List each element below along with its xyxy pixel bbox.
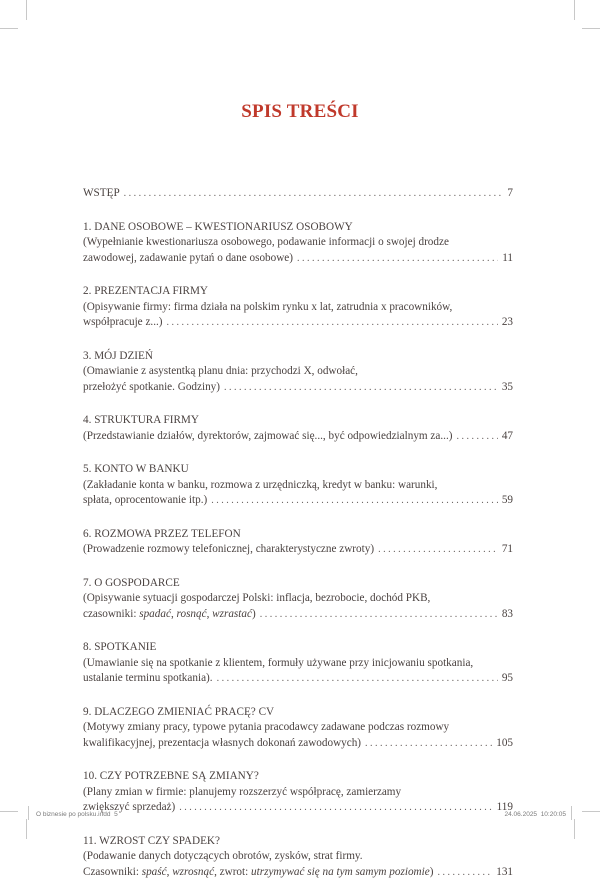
dot-leader: [217, 671, 498, 687]
dot-leader: [437, 865, 492, 880]
toc-entry[interactable]: [83, 834, 513, 880]
toc-page-number: 23: [498, 315, 513, 331]
chapter-description: ustalanie terminu spotkania).: [83, 671, 217, 687]
crop-mark-top-right-v: [574, 0, 575, 20]
slug-divider-left: [28, 806, 29, 820]
dot-leader: [456, 429, 497, 445]
toc-entry-label: WSTĘP: [83, 186, 124, 202]
chapter-description: zawodowej, zadawanie pytań o dane osobowe): [83, 251, 297, 267]
dot-leader: [167, 315, 498, 331]
table-of-contents: [83, 186, 513, 880]
dot-leader: [378, 542, 498, 558]
chapter-description: (Podawanie danych dotyczących obrotów, zysków, strat firmy.: [83, 849, 367, 865]
chapter-description: spłata, oprocentowanie itp.): [83, 493, 211, 509]
toc-page-number: 71: [498, 542, 513, 558]
toc-entry[interactable]: [83, 284, 513, 331]
slug-right: [505, 811, 566, 818]
dot-leader: [124, 186, 504, 202]
chapter-heading: 3. MÓJ DZIEŃ: [83, 349, 157, 365]
toc-entry[interactable]: [83, 413, 513, 444]
slug-left: [36, 811, 118, 818]
chapter-description: (Opisywanie sytuacji gospodarczej Polski: inflacja, bezrobocie, dochód PKB,: [83, 591, 434, 607]
chapter-heading: 2. PREZENTACJA FIRMY: [83, 284, 212, 300]
toc-entry[interactable]: [83, 705, 513, 752]
slug-date: 24.06.2025: [505, 811, 538, 818]
dot-leader: [297, 251, 498, 267]
chapter-description: (Motywy zmiany pracy, typowe pytania pracodawcy zadawane podczas rozmowy: [83, 720, 453, 736]
chapter-description: (Omawianie z asystentką planu dnia: przychodzi X, odwołać,: [83, 364, 362, 380]
dot-leader: [365, 736, 492, 752]
chapter-heading: 4. STRUKTURA FIRMY: [83, 413, 203, 429]
chapter-description: przełożyć spotkanie. Godziny): [83, 380, 224, 396]
dot-leader: [224, 380, 498, 396]
toc-page-number: 11: [498, 251, 513, 267]
crop-mark-bottom-left-v: [26, 819, 27, 839]
chapter-heading: 10. CZY POTRZEBNE SĄ ZMIANY?: [83, 769, 263, 785]
toc-page-number: 119: [493, 800, 513, 816]
toc-entry[interactable]: [83, 462, 513, 509]
dot-leader: [179, 800, 492, 816]
toc-page-number: 95: [498, 671, 513, 687]
crop-mark-top-right-h: [582, 28, 600, 29]
toc-entry[interactable]: [83, 576, 513, 623]
crop-mark-bottom-left-h: [0, 811, 18, 812]
chapter-description: (Opisywanie firmy: firma działa na polskim rynku x lat, zatrudnia x pracowników,: [83, 300, 456, 316]
chapter-description: (Przedstawianie działów, dyrektorów, zajmować się..., być odpowiedzialnym za...): [83, 429, 456, 445]
toc-page-number: 7: [503, 186, 513, 202]
toc-page-number: 47: [498, 429, 513, 445]
chapter-description: (Wypełnianie kwestionariusza osobowego, podawanie informacji o swojej drodze: [83, 235, 453, 251]
toc-page-number: 105: [492, 736, 513, 752]
chapter-heading: 7. O GOSPODARCE: [83, 576, 184, 592]
chapter-description: (Prowadzenie rozmowy telefonicznej, charakterystyczne zwroty): [83, 542, 378, 558]
chapter-description: (Plany zmian w firmie: planujemy rozszerzyć współpracę, zamierzamy: [83, 785, 405, 801]
chapter-description: (Umawianie się na spotkanie z klientem, formuły używane przy inicjowaniu spotkania,: [83, 656, 477, 672]
toc-entry[interactable]: [83, 349, 513, 396]
slug-filename: O biznesie po polsku.indd: [36, 811, 110, 818]
chapter-description: Czasowniki: spaść, wzrosnąć, zwrot: utrzymywać się na tym samym poziomie): [83, 865, 437, 880]
chapter-heading: 8. SPOTKANIE: [83, 640, 160, 656]
toc-entry[interactable]: [83, 220, 513, 267]
chapter-heading: 9. DLACZEGO ZMIENIAĆ PRACĘ? CV: [83, 705, 278, 721]
chapter-description: współpracuje z...): [83, 315, 167, 331]
toc-page-number: 83: [498, 607, 513, 623]
chapter-heading: 1. DANE OSOBOWE – KWESTIONARIUSZ OSOBOWY: [83, 220, 357, 236]
toc-entry-intro[interactable]: [83, 186, 513, 202]
toc-entry[interactable]: [83, 640, 513, 687]
crop-mark-bottom-right-h: [582, 811, 600, 812]
slug-divider-right: [571, 806, 572, 820]
toc-entry[interactable]: [83, 769, 513, 816]
page-title: SPIS TREŚCI: [0, 101, 600, 123]
chapter-heading: 6. ROZMOWA PRZEZ TELEFON: [83, 527, 245, 543]
slug-page-number: 5: [114, 811, 118, 818]
crop-mark-bottom-right-v: [574, 819, 575, 839]
dot-leader: [260, 607, 498, 623]
chapter-description: (Zakładanie konta w banku, rozmowa z urzędniczką, kredyt w banku: warunki,: [83, 478, 441, 494]
toc-entry[interactable]: [83, 527, 513, 558]
slug-time: 10:20:05: [541, 811, 566, 818]
toc-page-number: 35: [498, 380, 513, 396]
chapter-description: kwalifikacyjnej, prezentacja własnych dokonań zawodowych): [83, 736, 365, 752]
toc-page-number: 131: [492, 865, 513, 880]
chapter-description: zwiększyć sprzedaż): [83, 800, 179, 816]
crop-mark-top-left-v: [26, 0, 27, 20]
toc-page-number: 59: [498, 493, 513, 509]
crop-mark-top-left-h: [0, 28, 18, 29]
chapter-heading: 5. KONTO W BANKU: [83, 462, 193, 478]
chapter-heading: 11. WZROST CZY SPADEK?: [83, 834, 224, 850]
chapter-description: czasowniki: spadać, rosnąć, wzrastać): [83, 607, 260, 623]
dot-leader: [211, 493, 498, 509]
